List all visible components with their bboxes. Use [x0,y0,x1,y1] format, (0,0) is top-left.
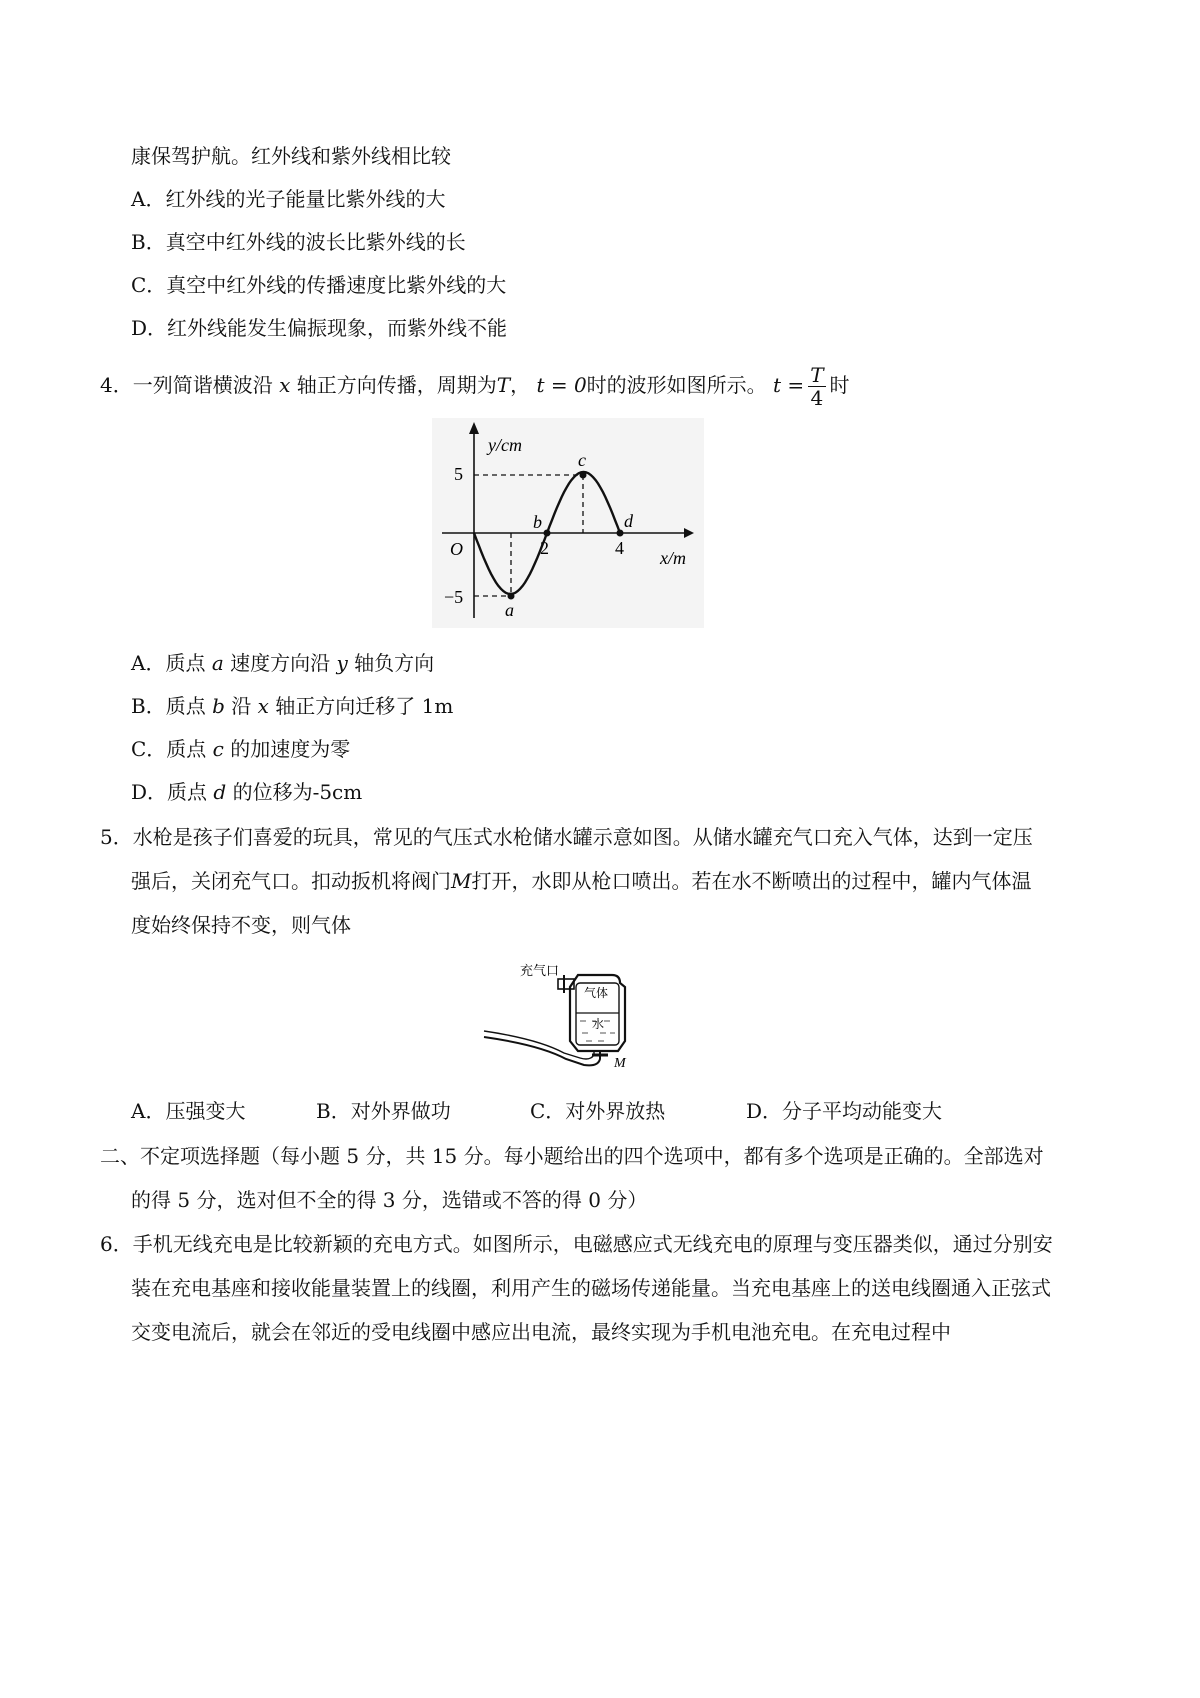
q4-stem-c: ， [510,373,531,397]
q4-t-eq2: t = [773,373,805,397]
q3-option-a: A．红外线的光子能量比紫外线的大 [131,187,446,211]
q4-frac-den: 4 [810,386,824,410]
q4-option-a-mid: 速度方向沿 [230,651,331,675]
wave-figure [432,418,704,628]
q4-stem-b: 轴正方向传播，周期为 [296,373,497,397]
q4-option-b-post: 轴正方向迁移了 1m [275,694,454,718]
tick-label-minus5: −5 [444,587,464,607]
tick-label-5: 5 [454,464,463,484]
point-b [544,530,551,537]
point-c [580,472,587,479]
tick-label-2: 2 [540,538,549,558]
q5-line-3: 度始终保持不变，则气体 [131,913,351,937]
q4-stem-e: 时 [829,373,850,397]
q6-line-2: 装在充电基座和接收能量装置上的线圈，利用产生的磁场传递能量。当充电基座上的送电线圈通入正弦式 [131,1276,1051,1300]
q6-line-1: 6．手机无线充电是比较新颖的充电方式。如图所示，电磁感应式无线充电的原理与变压器类似，通过分别安 [100,1232,1053,1256]
y-axis-label: y/cm [488,435,522,455]
q4-option-b-pre: B．质点 [131,694,206,718]
point-c-label: c [578,450,586,470]
point-d [617,530,624,537]
q4-stem [100,364,850,409]
q4-option-b [131,691,453,721]
origin-label: O [450,539,463,559]
q5-line-2 [131,866,1031,896]
q4-t-eq: t = 0 [536,373,587,397]
q4-option-c-pre: C．质点 [131,737,207,761]
q4-option-a-var: a [211,651,224,675]
q4-var-T: T [496,373,511,397]
q5-option-b: B．对外界做功 [316,1099,451,1123]
q6-line-3: 交变电流后，就会在邻近的受电线圈中感应出电流，最终实现为手机电池充电。在充电过程中 [131,1320,951,1344]
q4-option-d-pre: D．质点 [131,780,208,804]
q3-option-b: B．真空中红外线的波长比紫外线的长 [131,230,466,254]
q4-option-a-post: 轴负方向 [354,651,435,675]
q4-option-d [131,777,362,807]
q4-option-b-var: b [212,694,225,718]
q4-number: 4． [100,373,133,397]
q4-option-c-var: c [212,737,224,761]
wave-figure-bg [432,418,704,628]
hose-inner [484,1031,594,1059]
q3-stem-tail: 康保驾护航。红外线和紫外线相比较 [131,144,451,168]
tick-label-4: 4 [615,538,624,558]
q4-option-b-var2: x [257,694,269,718]
water-gun-figure [480,955,680,1075]
q5-option-a: A．压强变大 [131,1099,246,1123]
point-a-label: a [505,600,514,620]
q5-line-2a: 强后，关闭充气口。扣动扳机将阀门 [131,869,451,893]
q4-option-b-mid: 沿 [231,694,252,718]
q5-option-d: D．分子平均动能变大 [746,1099,943,1123]
q4-stem-a: 一列简谐横波沿 [132,373,273,397]
q4-stem-d: 时的波形如图所示。 [586,373,767,397]
section2-line-1: 二、不定项选择题（每小题 5 分，共 15 分。每小题给出的四个选项中，都有多个选项是正确的。全部选对 [100,1144,1044,1168]
point-a [508,593,515,600]
point-b-label: b [533,512,542,532]
water-label: 水 [592,1017,605,1031]
gas-label: 气体 [584,986,609,1000]
q4-var-x: x [279,373,291,397]
inlet-label: 充气口 [520,964,560,979]
valve-M-label: M [614,1056,626,1071]
q4-option-a-var2: y [336,651,348,675]
x-axis-label: x/m [660,548,686,568]
q5-line-1: 5．水枪是孩子们喜爱的玩具，常见的气压式水枪储水罐示意如图。从储水罐充气口充入气体，达到一定压 [100,825,1033,849]
q4-option-a [131,648,434,678]
q4-option-c-post: 的加速度为零 [230,737,351,761]
q4-option-d-var: d [213,780,227,804]
q4-option-a-pre: A．质点 [131,651,206,675]
q5-var-M: M [451,869,472,893]
q4-fraction [808,364,825,409]
q3-option-c: C．真空中红外线的传播速度比紫外线的大 [131,273,507,297]
section2-line-2: 的得 5 分，选对但不全的得 3 分，选错或不答的得 0 分） [131,1188,648,1212]
q4-option-c [131,734,350,764]
q5-option-c: C．对外界放热 [530,1099,666,1123]
q5-line-2b: 打开，水即从枪口喷出。若在水不断喷出的过程中，罐内气体温 [471,869,1032,893]
point-d-label: d [624,511,633,531]
q4-frac-num: T [810,363,824,387]
q4-option-d-post: 的位移为-5cm [232,780,363,804]
q3-option-d: D．红外线能发生偏振现象，而紫外线不能 [131,316,508,340]
